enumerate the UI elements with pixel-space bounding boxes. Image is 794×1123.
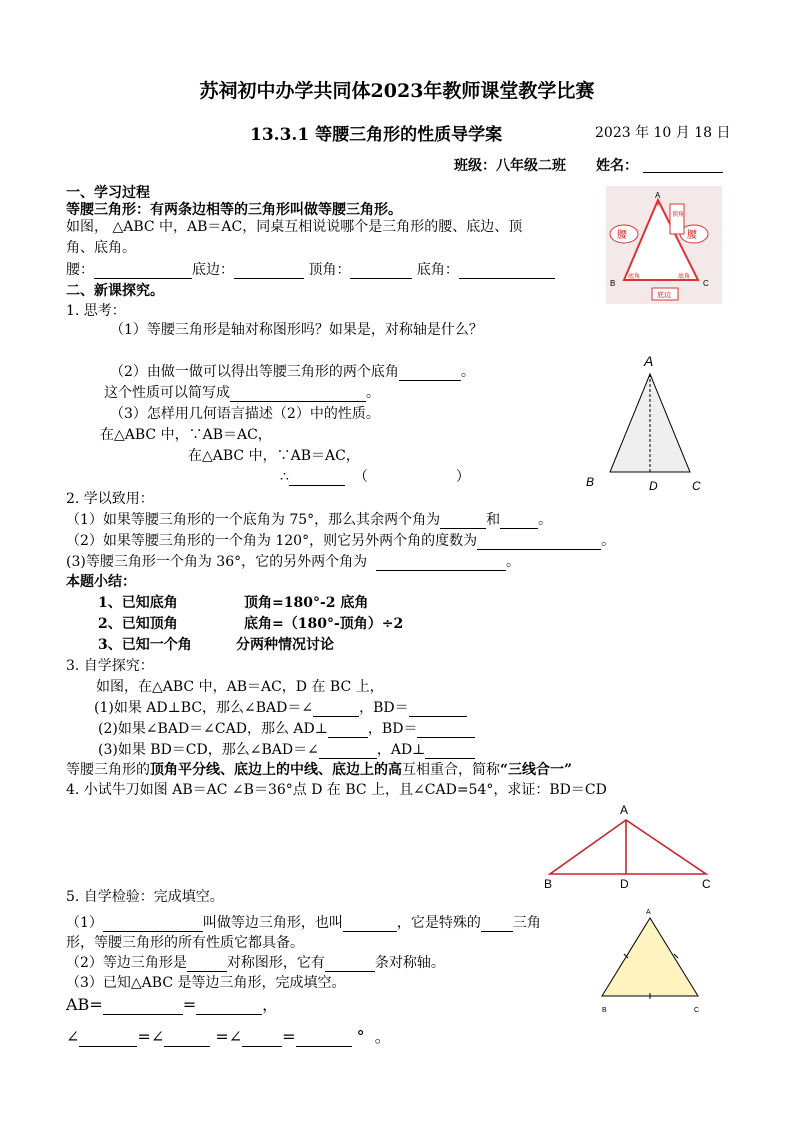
explore-heading: 3. 自学探究： xyxy=(66,658,154,674)
c1-blank2[interactable] xyxy=(343,917,397,932)
reason-open: （ xyxy=(353,469,368,485)
geo1: 在△ABC 中，∵AB＝AC， xyxy=(100,427,272,443)
dibian-label: 底边： xyxy=(192,262,234,278)
e2: (2)如果∠BAD＝∠CAD，那么 AD⊥ xyxy=(98,721,328,737)
angle-blank3[interactable] xyxy=(242,1032,282,1047)
reason-close: ） xyxy=(455,469,470,485)
e2b: ，BD＝ xyxy=(367,721,418,737)
fig4-B: B xyxy=(602,1007,607,1014)
fig2-D: D xyxy=(649,479,658,493)
ab-comma: ， xyxy=(262,995,279,1014)
c1a: （1） xyxy=(66,915,103,931)
a1-blank1[interactable] xyxy=(440,514,486,529)
summary-item-3-left: 3、已知一个角 xyxy=(98,637,192,653)
fig3-A: A xyxy=(620,803,629,817)
summary-heading: 本题小结： xyxy=(66,574,136,590)
fill-row xyxy=(66,259,555,279)
angle-end: 。 xyxy=(374,1027,391,1046)
a3: (3)等腰三角形一个角为 36°，它的另外两个角为 xyxy=(66,554,368,570)
fig1-dingjiao: 顶角 xyxy=(672,212,685,218)
a1-end: 。 xyxy=(538,512,553,528)
conclusion-d: “三线合一” xyxy=(500,762,573,778)
a1-and: 和 xyxy=(486,512,501,528)
c3: （3）已知△ABC 是等边三角形，完成填空。 xyxy=(66,975,346,991)
conclusion-b: 顶角平分线、底边上的中线、底边上的高 xyxy=(150,762,402,778)
check-heading: 5. 自学检验：完成填空。 xyxy=(66,889,224,905)
e1: (1)如果 AD⊥BC，那么∠BAD＝∠ xyxy=(94,700,314,716)
summary-item-3-right: 分两种情况讨论 xyxy=(236,637,334,653)
angle-eq3: = xyxy=(282,1027,296,1046)
fig3-B: B xyxy=(544,877,553,891)
yao-label: 腰： xyxy=(66,262,94,278)
fig1-B: B xyxy=(610,279,616,288)
yao-blank[interactable] xyxy=(94,264,192,279)
ab-eq: = xyxy=(182,995,197,1014)
c2c: 条对称轴。 xyxy=(374,955,445,971)
e1b: ，BD＝ xyxy=(359,700,409,716)
deg: ° xyxy=(356,1027,365,1046)
e1-blank1[interactable] xyxy=(313,702,359,717)
geo3-blank[interactable] xyxy=(289,471,345,486)
e3-blank2[interactable] xyxy=(425,744,475,759)
labeled-triangle-figure xyxy=(606,186,722,304)
a2-blank[interactable] xyxy=(477,535,601,550)
fig2-B: B xyxy=(586,475,595,489)
e3-blank1[interactable] xyxy=(319,744,377,759)
ab-blank2[interactable] xyxy=(196,1000,262,1015)
c2a: （2）等边三角形是 xyxy=(66,955,187,971)
c2b: 对称图形，它有 xyxy=(226,955,325,971)
fig2-C: C xyxy=(692,479,701,493)
fig1-dibian: 底边 xyxy=(657,292,671,299)
explore-intro: 如图，在△ABC 中，AB＝AC，D 在 BC 上， xyxy=(96,679,384,695)
dingjiao-label: 顶角： xyxy=(308,262,351,278)
angle1: ∠ xyxy=(66,1027,80,1046)
apply-heading: 2. 学以致用： xyxy=(66,491,154,507)
sec1-line2: 角、底角。 xyxy=(66,240,136,256)
a1-blank2[interactable] xyxy=(500,514,538,529)
section1-heading: 一、学习过程 xyxy=(66,185,150,201)
e3b: ，AD⊥ xyxy=(376,742,426,758)
equilateral-triangle-figure xyxy=(594,904,712,1020)
fig1-yao-right: 腰 xyxy=(687,230,697,241)
page-title: 苏祠初中办学共同体2023年教师课堂教学比赛 xyxy=(199,80,595,102)
altitude-triangle-figure xyxy=(582,348,712,494)
section2-heading: 二、新课探究。 xyxy=(66,283,164,299)
conclusion-a: 等腰三角形的 xyxy=(66,762,150,778)
q4-text: 4. 小试牛刀如图 AB＝AC ∠B＝36°点 D 在 BC 上，且∠CAD=54°，求证：BD＝CD xyxy=(66,782,607,798)
e3: (3)如果 BD＝CD，那么∠BAD＝∠ xyxy=(98,742,319,758)
ab-blank1[interactable] xyxy=(103,1000,183,1015)
fig3-D: D xyxy=(620,877,629,891)
angle-blank1[interactable] xyxy=(79,1032,137,1047)
a1: （1）如果等腰三角形的一个底角为 75°，那么其余两个角为 xyxy=(66,512,441,528)
c1-blank1[interactable] xyxy=(103,917,203,932)
fig4-A: A xyxy=(646,909,651,916)
red-triangle-figure xyxy=(540,800,716,892)
a3-end: 。 xyxy=(506,554,521,570)
think-label: 1. 思考： xyxy=(66,303,126,319)
e2-blank1[interactable] xyxy=(328,723,368,738)
fig1-A: A xyxy=(655,191,661,200)
ab-label: AB= xyxy=(66,995,103,1014)
angle-blank4[interactable] xyxy=(296,1032,352,1047)
a2-end: 。 xyxy=(601,533,616,549)
c2-blank2[interactable] xyxy=(325,957,375,972)
summary-item-2-right: 底角=（180°-顶角）÷2 xyxy=(244,616,404,632)
conclusion-c: 互相重合，简称 xyxy=(402,762,500,778)
c2-blank1[interactable] xyxy=(187,957,227,972)
sec1-line1: 如图， △ABC 中，AB＝AC，同桌互相说说哪个是三角形的腰、底边、顶 xyxy=(66,219,523,235)
c1d: 三角 xyxy=(512,915,541,931)
e1-blank2[interactable] xyxy=(409,702,467,717)
angle-eq1: =∠ xyxy=(137,1027,165,1046)
q2b: 这个性质可以简写成 xyxy=(104,385,230,401)
date: 2023 年 10 月 18 日 xyxy=(595,125,731,141)
page-subtitle: 13.3.1 等腰三角形的性质导学案 xyxy=(250,125,503,145)
summary-item-1-left: 1、已知底角 xyxy=(98,595,178,611)
dijiao-label: 底角： xyxy=(416,262,459,278)
geo2: 在△ABC 中，∵AB＝AC， xyxy=(188,448,360,464)
fig1-dijiao-left: 底角 xyxy=(628,274,641,280)
c1-blank3[interactable] xyxy=(481,917,513,932)
angle-blank2[interactable] xyxy=(164,1032,210,1047)
q2-blank[interactable] xyxy=(399,366,461,381)
summary-item-1-right: 顶角=180°-2 底角 xyxy=(244,595,369,611)
fig1-yao-left: 腰 xyxy=(617,230,627,241)
q2b-end: 。 xyxy=(366,385,380,401)
c1e: 形，等腰三角形的所有性质它都具备。 xyxy=(66,935,304,951)
fig1-C: C xyxy=(703,279,709,288)
therefore: ∴ xyxy=(280,469,289,485)
fig2-A: A xyxy=(644,353,654,369)
fig3-C: C xyxy=(702,877,711,891)
q3: （3）怎样用几何语言描述（2）中的性质。 xyxy=(110,406,380,422)
q1: （1）等腰三角形是轴对称图形吗？如果是，对称轴是什么？ xyxy=(110,322,483,338)
q2: （2）由做一做可以得出等腰三角形的两个底角 xyxy=(110,364,399,380)
a2: （2）如果等腰三角形的一个角为 120°，则它另外两个角的度数为 xyxy=(66,533,478,549)
fig1-dijiao-right: 底角 xyxy=(678,274,691,280)
c1b: 叫做等边三角形，也叫 xyxy=(202,915,343,931)
dijiao-blank[interactable] xyxy=(459,264,555,279)
a3-blank[interactable] xyxy=(376,556,506,571)
dingjiao-blank[interactable] xyxy=(350,264,412,279)
definition: 等腰三角形：有两条边相等的三角形叫做等腰三角形。 xyxy=(66,202,402,218)
c1c: ，它是特殊的 xyxy=(396,915,481,931)
e2-blank2[interactable] xyxy=(417,723,475,738)
summary-item-2-left: 2、已知顶角 xyxy=(98,616,178,632)
name-blank[interactable] xyxy=(643,158,723,173)
dibian-blank[interactable] xyxy=(234,264,304,279)
angle-eq2: =∠ xyxy=(215,1027,243,1046)
q2b-blank[interactable] xyxy=(230,387,366,402)
class-label: 班级：八年级二班 xyxy=(454,158,566,174)
name-label: 姓名： xyxy=(596,158,638,174)
q2-end: 。 xyxy=(460,364,475,380)
fig4-C: C xyxy=(694,1007,700,1014)
